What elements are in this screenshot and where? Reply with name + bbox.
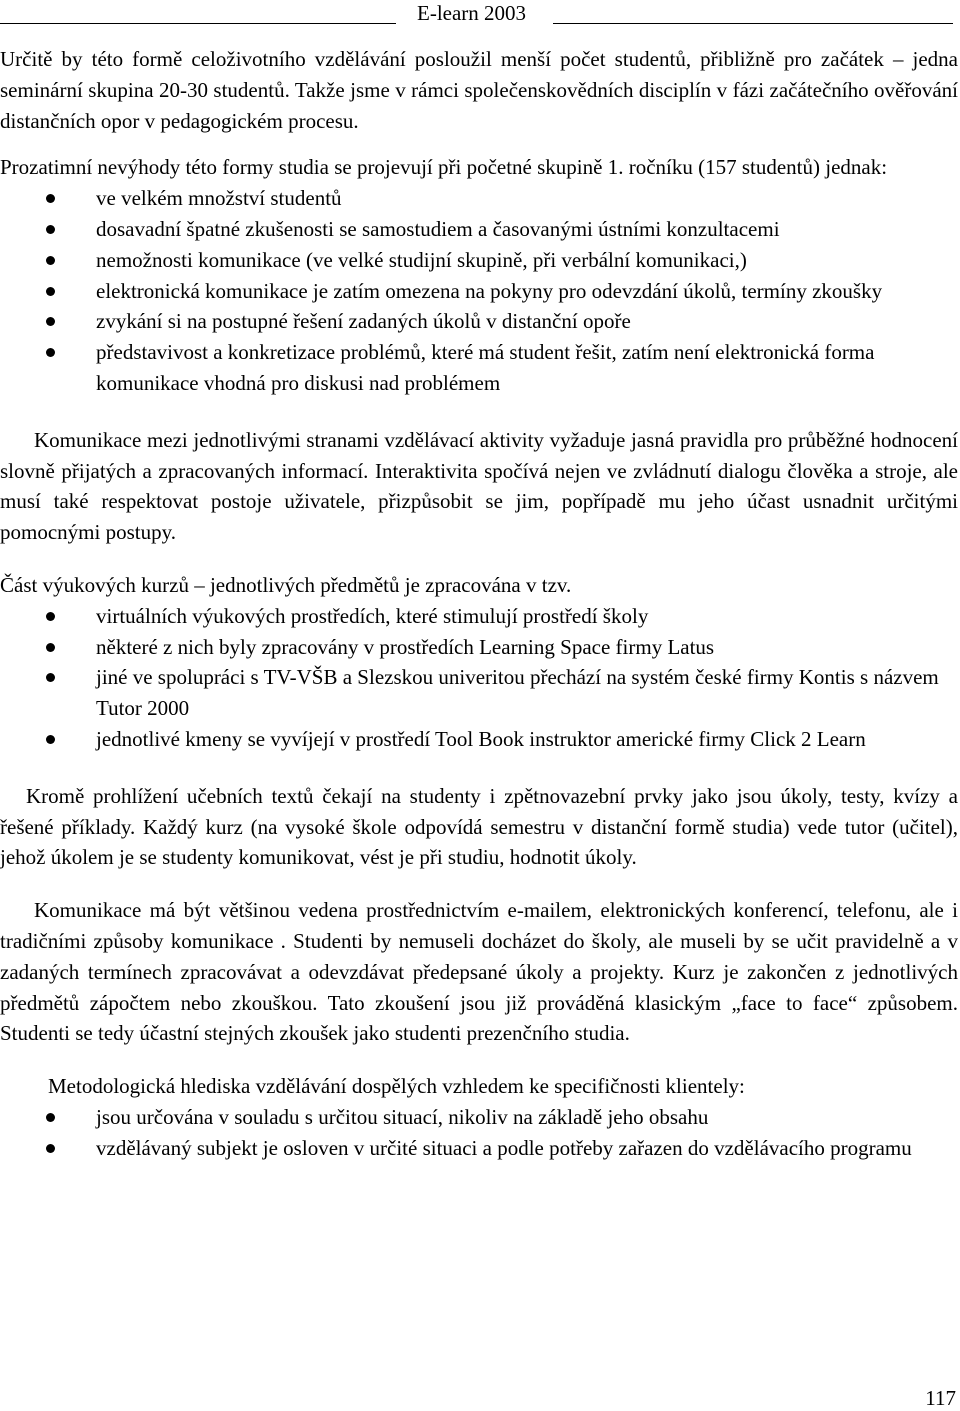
list-item: virtuálních výukových prostředích, které stimulují prostředí školy	[0, 601, 958, 632]
bullet-icon	[46, 194, 55, 203]
bullet-icon	[46, 612, 55, 621]
bullet-icon	[46, 348, 55, 357]
list-item: ve velkém množství studentů	[0, 183, 958, 214]
paragraph-2: Prozatimní nevýhody této formy studia se projevují při početné skupině 1. ročníku (157 studentů) jednak:	[0, 155, 888, 180]
list-item: jiné ve spolupráci s TV-VŠB a Slezskou univeritou přechází na systém české firmy Kontis s názvem Tutor 2000	[0, 662, 958, 724]
paragraph-4: Část výukových kurzů – jednotlivých předmětů je zpracována v tzv.	[0, 572, 572, 597]
list-item: vzdělávaný subjekt je osloven v určité situaci a podle potřeby zařazen do vzdělávacího programu	[0, 1133, 958, 1164]
list-item: některé z nich byly zpracovány v prostředích Learning Space firmy Latus	[0, 632, 958, 663]
page-header	[0, 0, 960, 28]
bullet-icon	[46, 643, 55, 652]
bullet-icon	[46, 287, 55, 296]
bullet-icon	[46, 1113, 55, 1122]
bullet-icon	[46, 673, 55, 682]
document-body	[0, 44, 958, 1164]
header-title: E-learn 2003	[417, 1, 527, 25]
bullet-list-environments	[0, 601, 958, 755]
header-rule-left	[0, 23, 396, 24]
paragraph-5: Kromě prohlížení učebních textů čekají na studenty i zpětnovazební prvky jako jsou úkoly, testy, kvízy a řešené příklady. Každý kurz (na vysoké škole odpovídá semestru v distanční formě studia) vede tutor (učitel), jehož úkolem je se studenty komunikovat, vést je při studiu, hodnotit úkoly.	[0, 783, 958, 870]
paragraph-1: Určitě by této formě celoživotního vzdělávání posloužil menší počet studentů, přibližně pro začátek – jedna seminární skupina 20-30 studentů. Takže jsme v rámci společenskovědních disciplín v fázi začátečního ověřování distančních opor v pedagogickém procesu.	[0, 47, 958, 133]
list-item: představivost a konkretizace problémů, které má student řešit, zatím není elektronická forma komunikace vhodná pro diskusi nad problémem	[0, 337, 958, 399]
bullet-icon	[46, 256, 55, 265]
bullet-icon	[46, 1144, 55, 1153]
list-item: jednotlivé kmeny se vyvíjejí v prostředí Tool Book instruktor americké firmy Click 2 Learn	[0, 724, 958, 755]
bullet-list-disadvantages	[0, 183, 958, 399]
header-rule-right	[553, 23, 953, 24]
list-item: nemožnosti komunikace (ve velké studijní skupině, při verbální komunikaci,)	[0, 245, 958, 276]
bullet-list-methodology	[0, 1102, 958, 1164]
page-number: 117	[925, 1386, 956, 1410]
paragraph-6: Komunikace má být většinou vedena prostřednictvím e-mailem, elektronických konferencí, telefonu, ale i tradičními způsoby komunikace . Studenti by nemuseli docházet do školy, ale museli by se učit pravidelně a v zadaných termínech zpracovávat a odevzdávat předepsané úkoly a projekty. Kurz je zakončen z jednotlivých předmětů zápočtem nebo zkouškou. Tato zkoušení jsou již prováděná klasickým „face to face“ způsobem. Studenti se tedy účastní stejných zkoušek jako studenti prezenčního studia.	[0, 898, 958, 1046]
bullet-icon	[46, 317, 55, 326]
bullet-icon	[46, 735, 55, 744]
list-item: elektronická komunikace je zatím omezena na pokyny pro odevzdání úkolů, termíny zkoušky	[0, 276, 958, 307]
list-item: zvykání si na postupné řešení zadaných úkolů v distanční opoře	[0, 306, 958, 337]
paragraph-3: Komunikace mezi jednotlivými stranami vzdělávací aktivity vyžaduje jasná pravidla pro průběžné hodnocení slovně přijatých a zpracovaných informací. Interaktivita spočívá nejen ve zvládnutí dialogu člověka a stroje, ale musí také respektovat postoje uživatele, přizpůsobit se jim, popřípadě mu jeho účast usnadnit určitými pomocnými postupy.	[0, 427, 958, 545]
bullet-icon	[46, 225, 55, 234]
list-item: jsou určována v souladu s určitou situací, nikoliv na základě jeho obsahu	[0, 1102, 958, 1133]
paragraph-7: Metodologická hlediska vzdělávání dospělých vzhledem ke specifičnosti klientely:	[48, 1074, 745, 1099]
list-item: dosavadní špatné zkušenosti se samostudiem a časovanými ústními konzultacemi	[0, 214, 958, 245]
